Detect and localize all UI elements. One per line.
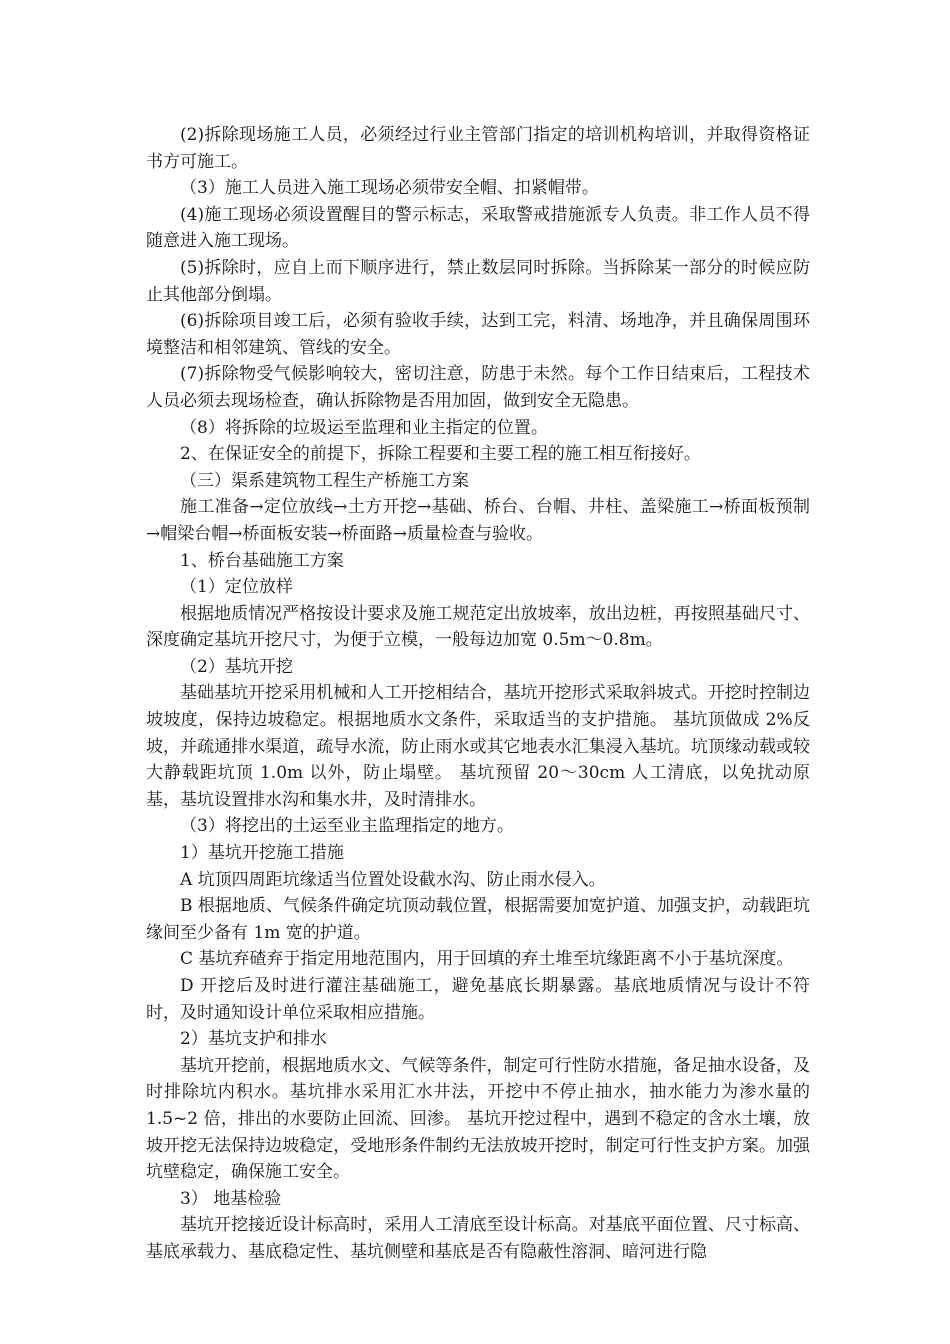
sub-heading: 1）基坑开挖施工措施 <box>180 843 344 864</box>
sub-heading: 1、桥台基础施工方案 <box>180 550 344 571</box>
paragraph: A 坑顶四周距坑缘适当位置处设截水沟、防止雨水侵入。 <box>180 869 606 890</box>
paragraph: 基坑开挖前，根据地质水文、气候等条件，制定可行性防水措施，备足抽水设备，及时排除坑内积水。基坑排水采用汇水井法，开挖中不停止抽水，抽水能力为渗水量的 1.5~2 倍，排出的水要防止回流、回渗。 基坑开挖过程中，遇到不稳定的含水土壤，放坡开挖无法保持边坡稳定，受地形条件制约无法放坡开挖时，制定可行性支护方案。加强坑壁稳定，确保施工安全。 <box>146 1055 810 1183</box>
paragraph: (6)拆除项目竣工后，必须有验收手续，达到工完，料清、场地净，并且确保周围环境整洁和相邻建筑、管线的安全。 <box>146 311 810 358</box>
paragraph: 基坑开挖接近设计标高时，采用人工清底至设计标高。对基底平面位置、尺寸标高、基底承载力、基底稳定性、基坑侧壁和基底是否有隐蔽性溶洞、暗河进行隐 <box>146 1215 810 1262</box>
sub-heading: 2）基坑支护和排水 <box>180 1029 327 1050</box>
paragraph: B 根据地质、气候条件确定坑顶动载位置，根据需要加宽护道、加强支护，动载距坑缘间至少备有 1m 宽的护道。 <box>146 896 810 943</box>
paragraph: （3）将挖出的土运至业主监理指定的地方。 <box>180 816 514 837</box>
paragraph: C 基坑弃碴弃于指定用地范围内，用于回填的弃土堆至坑缘距离不小于基坑深度。 <box>180 949 794 970</box>
paragraph: D 开挖后及时进行灌注基础施工，避免基底长期暴露。基底地质情况与设计不符时，及时通知设计单位采取相应措施。 <box>146 976 810 1023</box>
paragraph: 基础基坑开挖采用机械和人工开挖相结合，基坑开挖形式采取斜坡式。开挖时控制边坡坡度，保持边坡稳定。根据地质水文条件，采取适当的支护措施。 基坑顶做成 2%反坡，并疏通排水渠道，疏导水流，防止雨水或其它地表水汇集浸入基坑。坑顶缘动载或较大静载距坑顶 1.0m 以外，防止塌壁。 基坑预留 20～30cm 人工清底，以免扰动原基，基坑设置排水沟和集水井，及时清排水。 <box>146 683 810 810</box>
sub-heading: （1）定位放样 <box>180 577 293 598</box>
paragraph: 2、在保证安全的前提下，拆除工程要和主要工程的施工相互衔接好。 <box>180 444 701 465</box>
section-heading: （三）渠系建筑物工程生产桥施工方案 <box>180 470 469 491</box>
paragraph: (7)拆除物受气候影响较大，密切注意，防患于未然。每个工作日结束后，工程技术人员必须去现场检查，确认拆除物是否用加固，做到安全无隐患。 <box>146 364 810 411</box>
paragraph: （3）施工人员进入施工现场必须带安全帽、扣紧帽带。 <box>180 178 599 199</box>
sub-heading: （2）基坑开挖 <box>180 656 293 677</box>
sub-heading: 3） 地基检验 <box>180 1188 282 1209</box>
paragraph: 根据地质情况严格按设计要求及施工规范定出放坡率，放出边桩，再按照基础尺寸、深度确定基坑开挖尺寸，为便于立模，一般每边加宽 0.5m～0.8m。 <box>146 603 810 651</box>
paragraph: (4)施工现场必须设置醒目的警示标志，采取警戒措施派专人负责。非工作人员不得随意进入施工现场。 <box>146 204 810 252</box>
paragraph: （8）将拆除的垃圾运至监理和业主指定的位置。 <box>180 417 548 438</box>
paragraph: (2)拆除现场施工人员，必须经过行业主管部门指定的培训机构培训，并取得资格证书方可施工。 <box>146 125 810 172</box>
paragraph: 施工准备→定位放线→土方开挖→基础、桥台、台帽、井柱、盖梁施工→桥面板预制→帽梁台帽→桥面板安装→桥面路→质量检查与验收。 <box>146 497 810 544</box>
document-page <box>146 122 810 1266</box>
paragraph: (5)拆除时，应自上而下顺序进行，禁止数层同时拆除。当拆除某一部分的时候应防止其他部分倒塌。 <box>146 257 810 305</box>
